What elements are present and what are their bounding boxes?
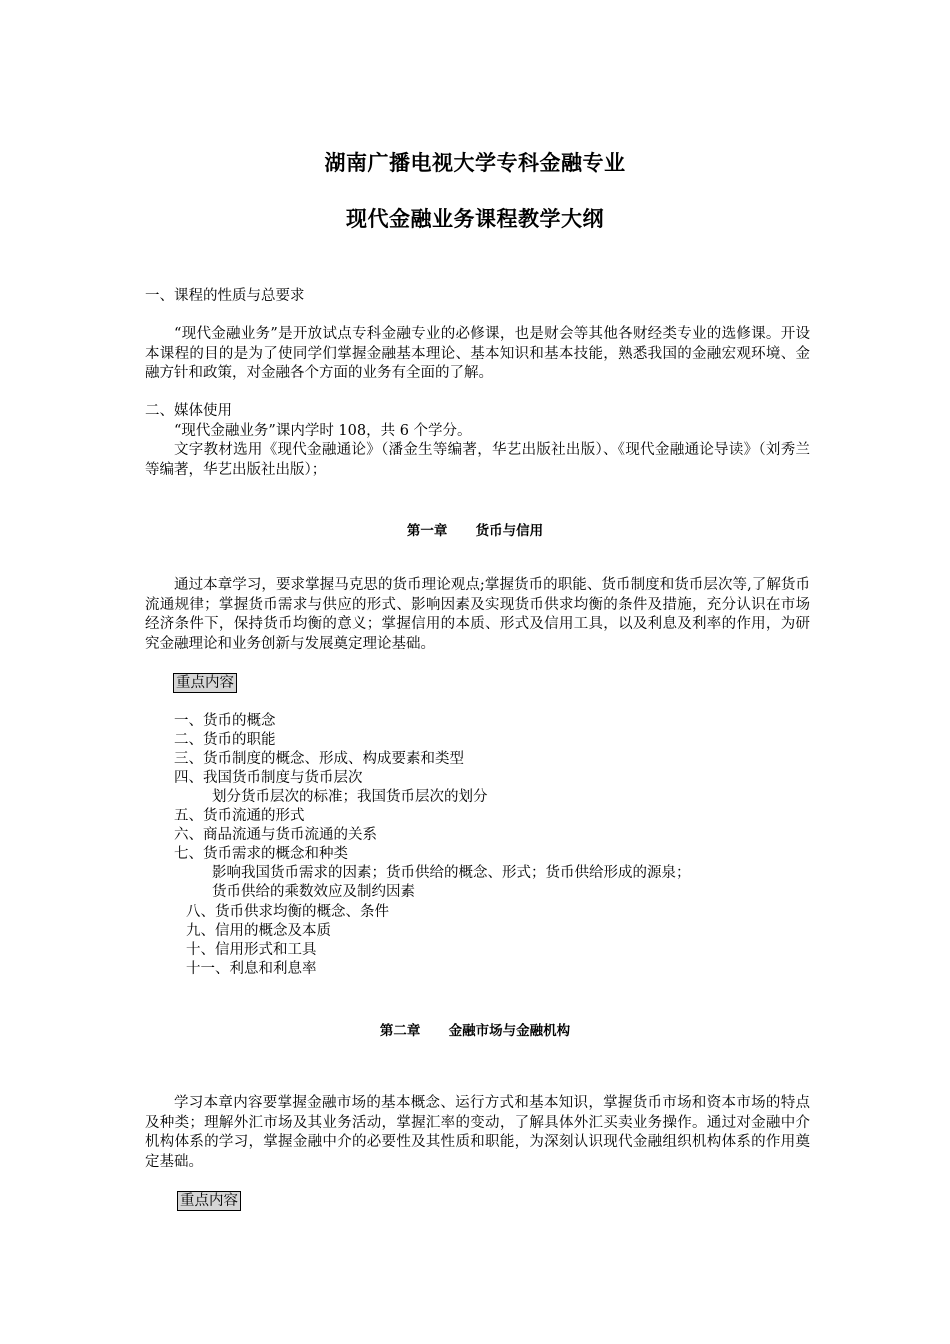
list-item: 八、货币供求均衡的概念、条件: [186, 904, 389, 920]
list-item: 七、货币需求的概念和种类: [174, 846, 348, 862]
list-item: 十一、利息和利息率: [186, 961, 317, 977]
section2-materials: 文字教材选用《现代金融通论》（潘金生等编著，华艺出版社出版）、《现代金融通论导读》（刘秀兰等编著，华艺出版社出版）；: [145, 442, 810, 478]
list-item: 九、信用的概念及本质: [186, 923, 331, 939]
document-title-line2: 现代金融业务课程教学大纲: [346, 207, 604, 231]
document-title-line1: 湖南广播电视大学专科金融专业: [324, 151, 626, 175]
list-item: 二、货币的职能: [174, 732, 276, 748]
list-subitem: 货币供给的乘数效应及制约因素: [212, 884, 415, 900]
list-item: 四、我国货币制度与货币层次: [174, 770, 363, 786]
section2-heading: 二、媒体使用: [145, 403, 232, 419]
list-item: 一、货币的概念: [174, 713, 276, 729]
list-item: 三、货币制度的概念、形成、构成要素和类型: [174, 751, 464, 767]
section1-heading: 一、课程的性质与总要求: [145, 288, 305, 304]
list-item: 十、信用形式和工具: [186, 942, 317, 958]
chapter2-key-content-label: 重点内容: [177, 1191, 241, 1211]
chapter1-intro: 通过本章学习，要求掌握马克思的货币理论观点;掌握货币的职能、货币制度和货币层次等,了解货币流通规律；掌握货币需求与供应的形式、影响因素及实现货币供求均衡的条件及措施，充分认识在市场经济条件下，保持货币均衡的意义；掌握信用的本质、形式及信用工具，以及利息及利率的作用，为研究金融理论和业务创新与发展奠定理论基础。: [145, 577, 810, 652]
chapter1-key-content-label: 重点内容: [173, 673, 237, 693]
list-item: 五、货币流通的形式: [174, 808, 305, 824]
section2-hours: “现代金融业务”课内学时 108，共 6 个学分。: [174, 423, 472, 439]
list-item: 六、商品流通与货币流通的关系: [174, 827, 377, 843]
section1-paragraph: “现代金融业务”是开放试点专科金融专业的必修课，也是财会等其他各财经类专业的选修课。开设本课程的目的是为了使同学们掌握金融基本理论、基本知识和基本技能，熟悉我国的金融宏观环境、金融方针和政策，对金融各个方面的业务有全面的了解。: [145, 326, 810, 382]
chapter2-heading: 第二章 金融市场与金融机构: [379, 1023, 571, 1039]
list-subitem: 划分货币层次的标准；我国货币层次的划分: [212, 789, 488, 805]
list-subitem: 影响我国货币需求的因素；货币供给的概念、形式；货币供给形成的源泉；: [212, 865, 691, 881]
chapter2-intro: 学习本章内容要掌握金融市场的基本概念、运行方式和基本知识，掌握货币市场和资本市场的特点及种类；理解外汇市场及其业务活动，掌握汇率的变动，了解具体外汇买卖业务操作。通过对金融中介机构体系的学习，掌握金融中介的必要性及其性质和职能，为深刻认识现代金融组织机构体系的作用奠定基础。: [145, 1095, 810, 1170]
chapter1-heading: 第一章 货币与信用: [406, 523, 544, 539]
